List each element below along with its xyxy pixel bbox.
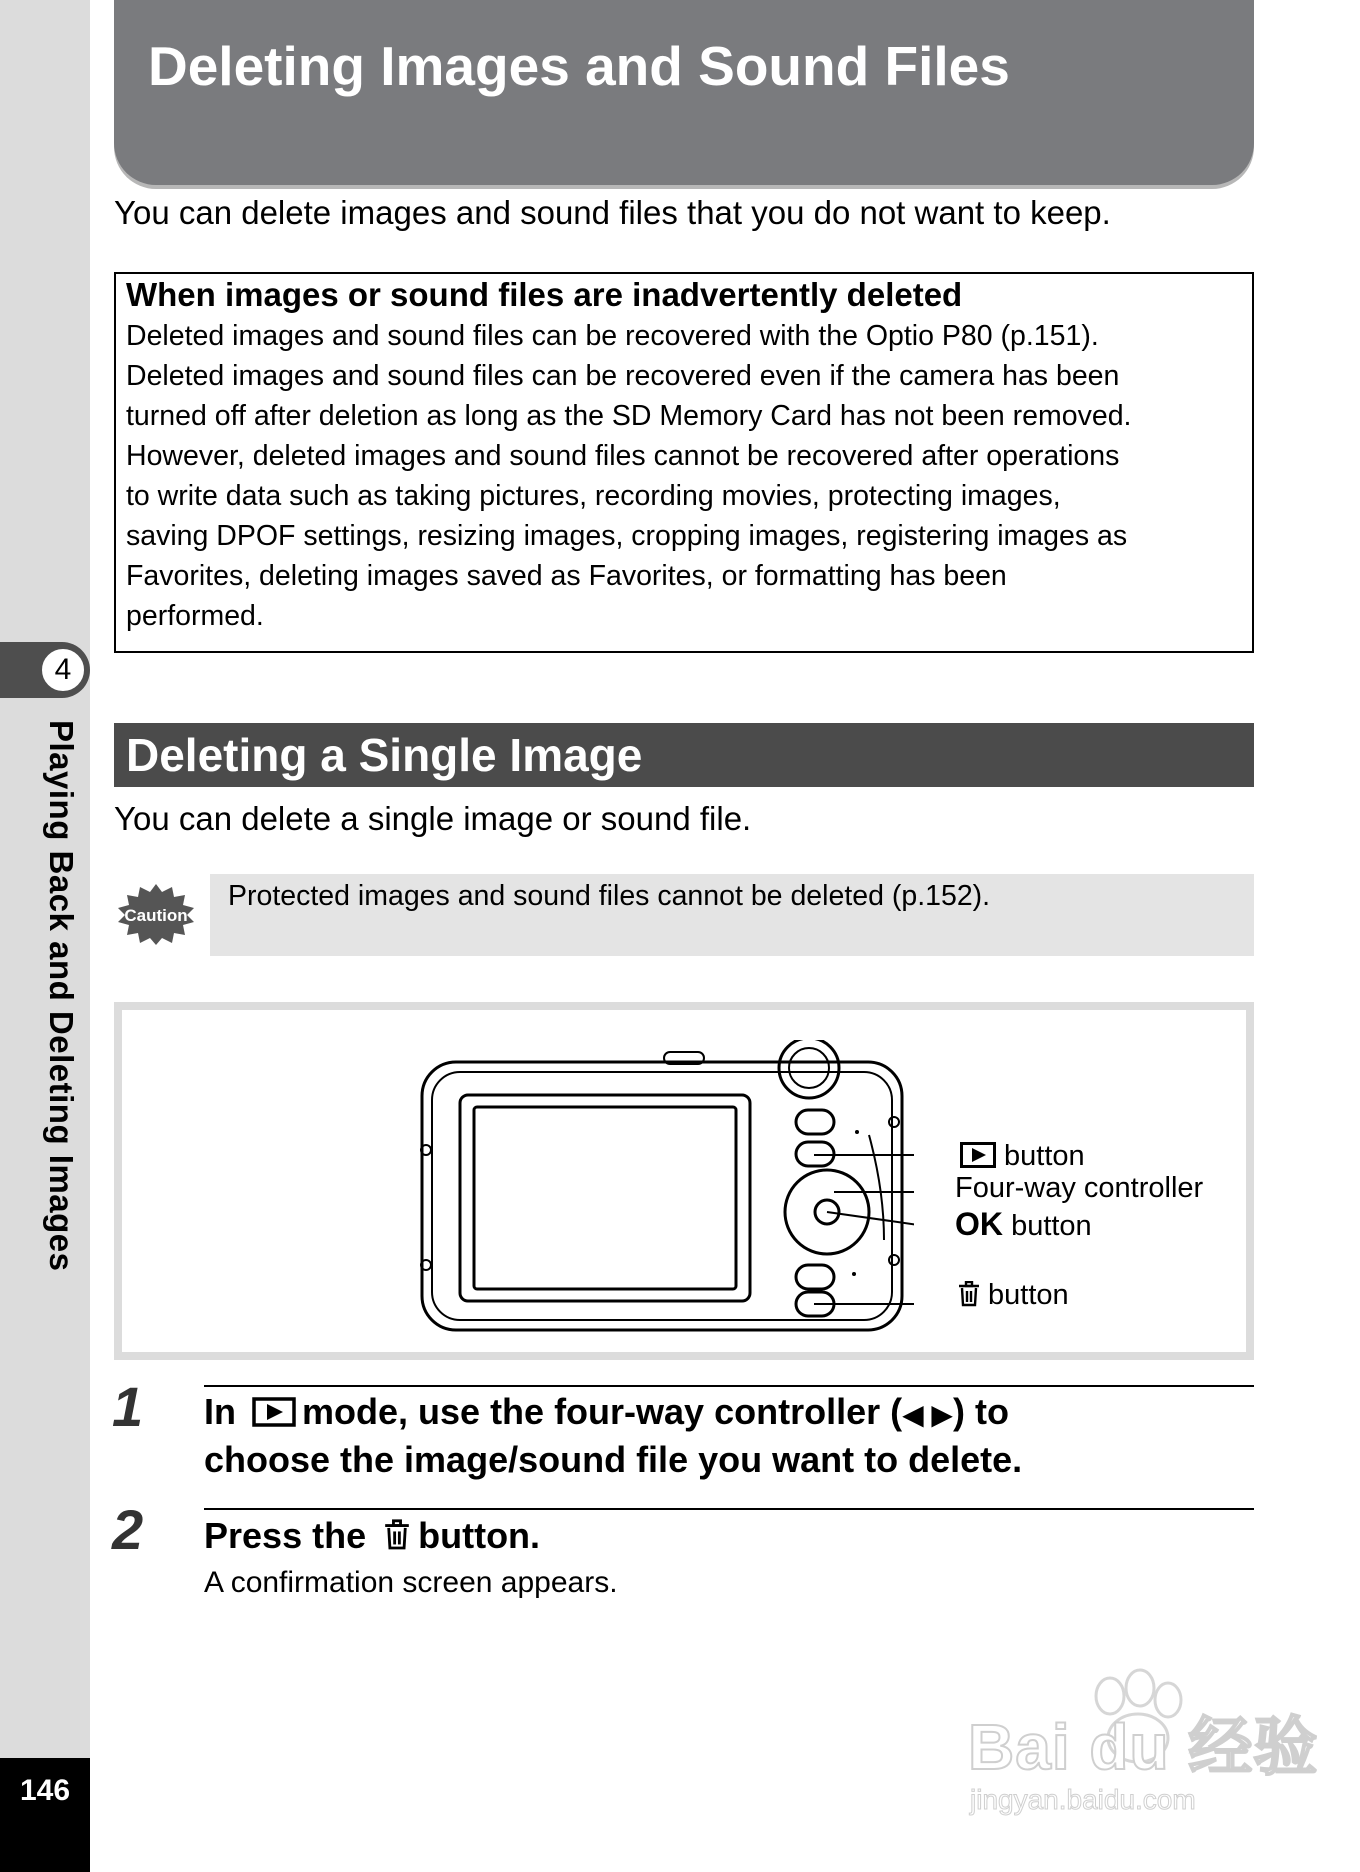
step-divider — [204, 1508, 1254, 1510]
page-intro: You can delete images and sound files that you do not want to keep. — [114, 194, 1111, 231]
step-text-part: mode, use the four-way controller ( — [302, 1391, 903, 1432]
note-line: Favorites, deleting images saved as Favorites, or formatting has been — [126, 560, 1007, 592]
four-way-controller-callout: Four-way controller — [955, 1172, 1204, 1204]
page-title: Deleting Images and Sound Files — [148, 35, 1010, 97]
chapter-title: Playing Back and Deleting Images — [43, 720, 80, 1272]
svg-text:Caution: Caution — [124, 906, 188, 925]
section-intro: You can delete a single image or sound file. — [114, 800, 752, 837]
step-text-part: ) to — [952, 1391, 1009, 1432]
step-number: 2 — [112, 1498, 144, 1561]
step-1-line-1 — [204, 1388, 1009, 1439]
step-text-part: In — [204, 1391, 236, 1432]
caution-text: Protected images and sound files cannot be deleted (p.152). — [228, 880, 991, 912]
note-line: However, deleted images and sound files cannot be recovered after operations — [126, 440, 1120, 472]
playback-mode-icon — [252, 1397, 296, 1427]
step-2-subtext: A confirmation screen appears. — [204, 1566, 618, 1599]
playback-button-label: button — [1004, 1140, 1085, 1172]
section-title: Deleting a Single Image — [126, 729, 643, 781]
ok-button-label: button — [1011, 1210, 1092, 1242]
chapter-number: 4 — [40, 647, 86, 693]
camera-back-illustration — [414, 1040, 914, 1340]
note-line: Deleted images and sound files can be recovered even if the camera has been — [126, 360, 1120, 392]
caution-badge-icon — [116, 882, 196, 946]
note-line: performed. — [126, 600, 264, 632]
ok-icon: OK — [955, 1206, 1003, 1242]
watermark-url: jingyan.baidu.com — [970, 1784, 1196, 1815]
step-text-part: button. — [418, 1515, 541, 1556]
note-line: to write data such as taking pictures, recording movies, protecting images, — [126, 480, 1061, 512]
trash-icon — [384, 1519, 410, 1551]
note-line: turned off after deletion as long as the SD Memory Card has not been removed. — [126, 400, 1132, 432]
step-divider — [204, 1385, 1254, 1387]
ok-button-callout — [955, 1206, 1092, 1243]
step-number: 1 — [112, 1375, 144, 1438]
trash-icon — [958, 1281, 980, 1307]
step-text-part: Press the — [204, 1515, 367, 1556]
step-1-line-2: choose the image/sound file you want to delete. — [204, 1439, 1023, 1480]
note-line: Deleted images and sound files can be recovered with the Optio P80 (p.151). — [126, 320, 1099, 352]
note-heading: When images or sound files are inadvertently deleted — [126, 276, 963, 313]
playback-icon — [960, 1142, 996, 1168]
page-number: 146 — [19, 1774, 71, 1807]
note-line: saving DPOF settings, resizing images, cropping images, registering images as — [126, 520, 1128, 552]
playback-button-callout — [960, 1140, 1085, 1173]
step-2-line-1 — [204, 1512, 540, 1560]
watermark-brand: Bai du 经验 — [968, 1711, 1319, 1783]
trash-button-callout — [958, 1279, 1069, 1312]
left-right-arrows-icon: ◀ ▶ — [902, 1399, 953, 1430]
trash-button-label: button — [988, 1279, 1069, 1311]
